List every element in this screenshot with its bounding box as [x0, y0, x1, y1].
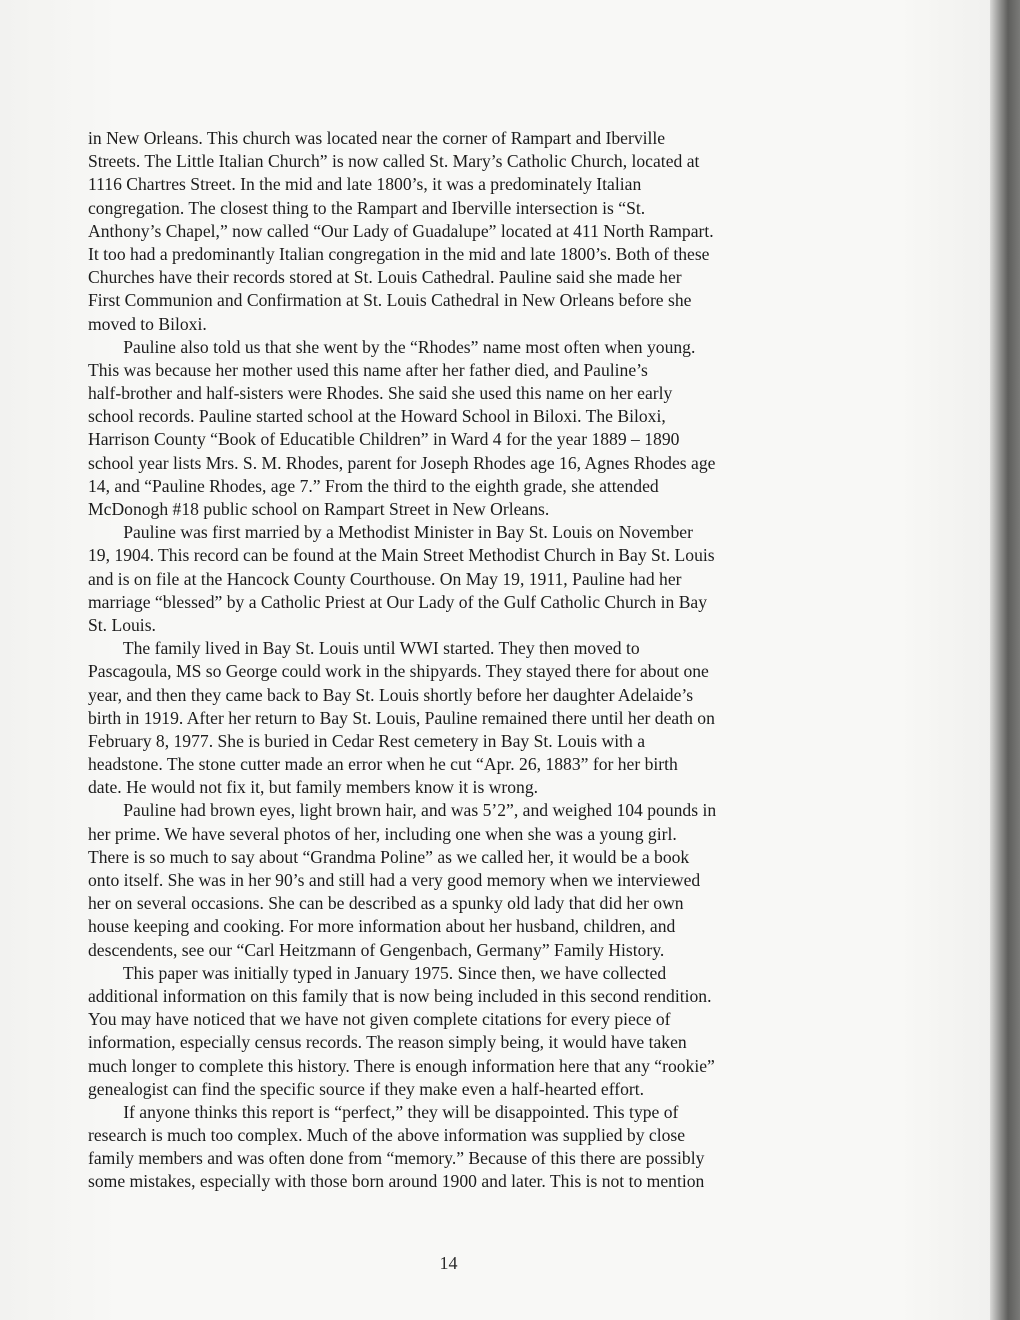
text-line: congregation. The closest thing to the Rampart and Iberville intersection is “St. [88, 197, 646, 218]
text-line: headstone. The stone cutter made an error when he cut “Apr. 26, 1883” for her birth [88, 754, 678, 775]
text-line: genealogist can find the specific source if they make even a half-hearted effort. [88, 1078, 645, 1099]
text-line: Anthony’s Chapel,” now called “Our Lady of Guadalupe” located at 411 North Rampart. [88, 220, 714, 241]
text-line: McDonogh #18 public school on Rampart Street in New Orleans. [88, 499, 550, 519]
text-line: and is on file at the Hancock County Courthouse. On May 19, 1911, Pauline had her [88, 568, 682, 589]
text-line: additional information on this family that is now being included in this second rendition. [88, 985, 712, 1006]
text-line: It too had a predominantly Italian congregation in the mid and late 1800’s. Both of these [88, 243, 710, 264]
text-line: Harrison County “Book of Educatible Children” in Ward 4 for the year 1889 – 1890 [88, 429, 680, 450]
text-line: February 8, 1977. She is buried in Cedar Rest cemetery in Bay St. Louis with a [88, 730, 646, 751]
text-line: birth in 1919. After her return to Bay St. Louis, Pauline remained there until her death on [88, 707, 715, 728]
text-line: in New Orleans. This church was located near the corner of Rampart and Iberville [88, 128, 666, 148]
text-line: year, and then they came back to Bay St. Louis shortly before her daughter Adelaide’s [88, 684, 694, 705]
text-line: This paper was initially typed in January 1975. Since then, we have collected [88, 962, 667, 983]
text-line: 1116 Chartres Street. In the mid and late 1800’s, it was a predominately Italian [88, 174, 642, 195]
text-line: There is so much to say about “Grandma Poline” as we called her, it would be a book [88, 846, 690, 867]
text-line: Pascagoula, MS so George could work in the shipyards. They stayed there for about one [88, 661, 709, 682]
text-line: much longer to complete this history. There is enough information here that any “rookie” [88, 1055, 715, 1076]
text-line: family members and was often done from “memory.” Because of this there are possibly [88, 1148, 705, 1169]
text-line: half-brother and half-sisters were Rhodes. She said she used this name on her early [88, 383, 673, 404]
text-line: The family lived in Bay St. Louis until WWI started. They then moved to [88, 638, 640, 659]
text-line: date. He would not fix it, but family members know it is wrong. [88, 777, 539, 798]
text-line: Streets. The Little Italian Church” is now called St. Mary’s Catholic Church, located at [88, 151, 700, 172]
text-line: information, especially census records. The reason simply being, it would have taken [88, 1032, 687, 1053]
page-number: 14 [439, 1253, 458, 1273]
text-line: 19, 1904. This record can be found at the Main Street Methodist Church in Bay St. Louis [88, 545, 715, 566]
text-line: First Communion and Confirmation at St. Louis Cathedral in New Orleans before she [88, 290, 692, 311]
text-line: Churches have their records stored at St. Louis Cathedral. Pauline said she made her [88, 267, 682, 288]
text-line: school records. Pauline started school at the Howard School in Biloxi. The Biloxi, [88, 406, 666, 427]
text-line: school year lists Mrs. S. M. Rhodes, parent for Joseph Rhodes age 16, Agnes Rhodes age [88, 452, 716, 473]
text-line: moved to Biloxi. [88, 313, 207, 334]
text-line: 14, and “Pauline Rhodes, age 7.” From the third to the eighth grade, she attended [88, 475, 659, 496]
scan-page-edge [990, 0, 1020, 1320]
text-line: some mistakes, especially with those born around 1900 and later. This is not to mention [88, 1171, 705, 1192]
text-line: her prime. We have several photos of her, including one when she was a young girl. [88, 823, 677, 844]
text-line: This was because her mother used this name after her father died, and Pauline’s [88, 359, 648, 380]
text-line: Pauline also told us that she went by the “Rhodes” name most often when young. [88, 336, 696, 357]
text-line: St. Louis. [88, 614, 156, 635]
text-line: Pauline was first married by a Methodist Minister in Bay St. Louis on November [88, 522, 693, 543]
body-text [88, 127, 823, 1194]
text-line: research is much too complex. Much of the above information was supplied by close [88, 1125, 686, 1146]
text-line: Pauline had brown eyes, light brown hair, and was 5’2”, and weighed 104 pounds in [88, 800, 717, 821]
text-line: descendents, see our “Carl Heitzmann of Gengenbach, Germany” Family History. [88, 939, 665, 960]
text-line: onto itself. She was in her 90’s and still had a very good memory when we interviewed [88, 870, 701, 890]
text-line: marriage “blessed” by a Catholic Priest at Our Lady of the Gulf Catholic Church in Bay [88, 591, 708, 612]
text-line: her on several occasions. She can be described as a spunky old lady that did her own [88, 893, 684, 914]
text-line: You may have noticed that we have not given complete citations for every piece of [88, 1009, 671, 1030]
text-line: house keeping and cooking. For more information about her husband, children, and [88, 916, 676, 937]
text-line: If anyone thinks this report is “perfect,” they will be disappointed. This type of [88, 1101, 679, 1122]
